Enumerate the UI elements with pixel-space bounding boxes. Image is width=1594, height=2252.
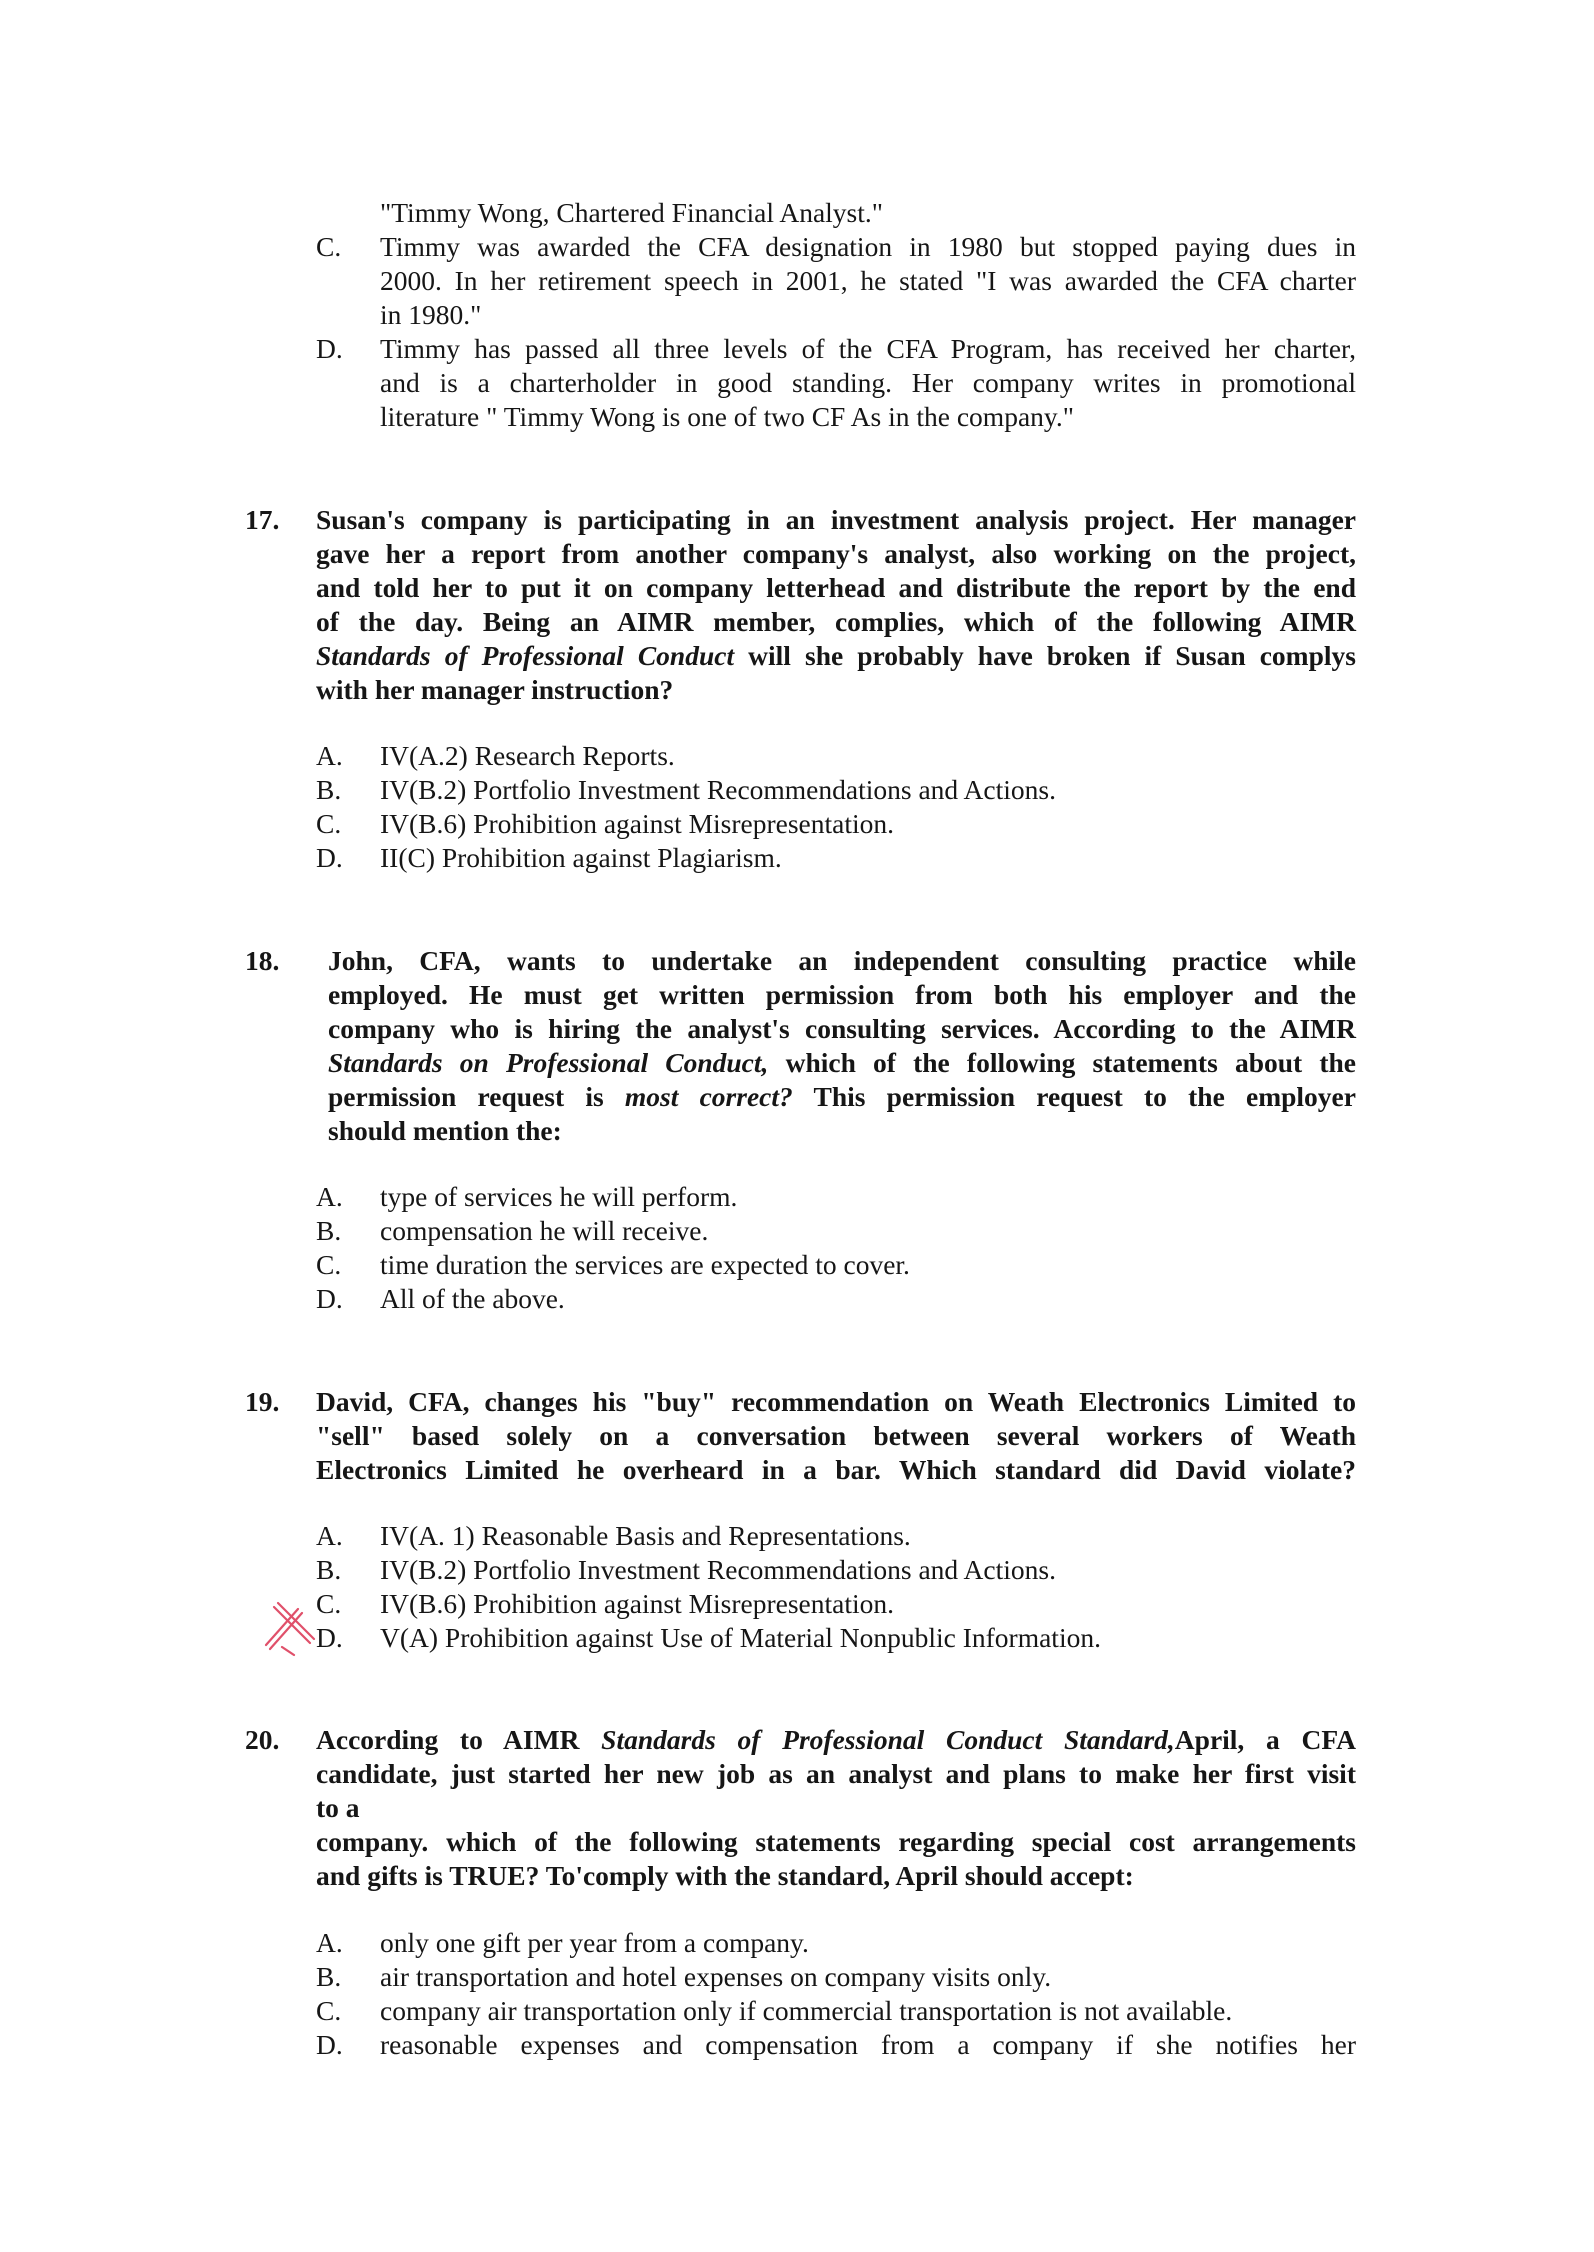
option-a[interactable]: A. type of services he will perform. xyxy=(316,1181,738,1212)
stem-line: Standards of Professional Conduct will she probably have broken if Susan complys xyxy=(316,640,1356,671)
question-18-options xyxy=(316,1180,1356,1316)
stem-line: and gifts is TRUE? To'comply with the standard, April should accept: xyxy=(316,1860,1134,1891)
carryover-option-c xyxy=(316,230,1356,332)
option-c[interactable]: C. IV(B.6) Prohibition against Misrepresentation. xyxy=(316,1588,895,1619)
italic-phrase: Standards of Professional Conduct Standard, xyxy=(601,1724,1175,1755)
question-17-options xyxy=(316,739,1356,875)
option-letter: D. xyxy=(316,333,343,364)
carryover-quote-line: "Timmy Wong, Chartered Financial Analyst." xyxy=(380,197,883,228)
option-b[interactable]: B. IV(B.2) Portfolio Investment Recommendations and Actions. xyxy=(316,774,1056,805)
stem-line: David, CFA, changes his "buy" recommendation on Weath Electronics Limited to xyxy=(316,1386,1356,1417)
italic-phrase: most correct? xyxy=(624,1081,793,1112)
option-a[interactable]: A. only one gift per year from a company. xyxy=(316,1927,809,1958)
italic-phrase: Standards on Professional Conduct, xyxy=(328,1047,769,1078)
stem-line: Standards on Professional Conduct, which of the following statements about the xyxy=(328,1047,1357,1078)
italic-phrase: Standards of Professional Conduct xyxy=(316,640,735,671)
option-a[interactable]: A. IV(A. 1) Reasonable Basis and Representations. xyxy=(316,1520,911,1551)
option-b[interactable]: B. air transportation and hotel expenses on company visits only. xyxy=(316,1961,1052,1992)
option-d[interactable]: D. V(A) Prohibition against Use of Material Nonpublic Information. xyxy=(316,1622,1101,1653)
option-letter: C. xyxy=(316,231,342,262)
stem-line: gave her a report from another company's analyst, also working on the project, xyxy=(316,538,1356,569)
question-17-stem xyxy=(316,503,1356,707)
question-18-stem xyxy=(328,944,1356,1148)
stem-line: Electronics Limited he overheard in a bar. Which standard did David violate? xyxy=(316,1454,1356,1485)
stem-line: employed. He must get written permission from both his employer and the xyxy=(328,979,1356,1010)
option-text-line: in 1980." xyxy=(380,299,482,330)
stem-line: to a xyxy=(316,1792,360,1823)
stem-line: of the day. Being an AIMR member, complies, which of the following AIMR xyxy=(316,606,1356,637)
option-d[interactable]: D. II(C) Prohibition against Plagiarism. xyxy=(316,842,782,873)
option-a[interactable]: A. IV(A.2) Research Reports. xyxy=(316,740,675,771)
stem-line: Susan's company is participating in an investment analysis project. Her manager xyxy=(316,504,1356,535)
option-text-line: Timmy has passed all three levels of the CFA Program, has received her charter, xyxy=(380,333,1356,364)
stem-line: "sell" based solely on a conversation between several workers of Weath xyxy=(316,1420,1356,1451)
option-d[interactable]: D. reasonable expenses and compensation from a company if she notifies her xyxy=(316,2029,1356,2060)
question-number: 18. xyxy=(245,945,280,976)
option-b[interactable]: B. compensation he will receive. xyxy=(316,1215,709,1246)
question-number: 19. xyxy=(245,1386,280,1417)
stem-line: with her manager instruction? xyxy=(316,674,674,705)
question-19-stem xyxy=(316,1385,1356,1487)
stem-line: John, CFA, wants to undertake an independent consulting practice while xyxy=(328,945,1356,976)
stem-line: According to AIMR Standards of Professional Conduct Standard,April, a CFA xyxy=(316,1724,1356,1755)
stem-line: should mention the: xyxy=(328,1115,562,1146)
option-c[interactable]: C. company air transportation only if commercial transportation is not available. xyxy=(316,1995,1233,2026)
option-text-line: 2000. In her retirement speech in 2001, he stated "I was awarded the CFA charter xyxy=(380,265,1356,296)
stem-line: and told her to put it on company letterhead and distribute the report by the end xyxy=(316,572,1356,603)
option-c[interactable]: C. IV(B.6) Prohibition against Misrepresentation. xyxy=(316,808,895,839)
option-text-line: literature " Timmy Wong is one of two CF As in the company." xyxy=(380,401,1074,432)
question-number: 17. xyxy=(245,504,280,535)
question-20-stem xyxy=(316,1723,1356,1893)
option-d[interactable]: D. All of the above. xyxy=(316,1283,565,1314)
question-19-options xyxy=(316,1519,1356,1655)
option-text-line: and is a charterholder in good standing. Her company writes in promotional xyxy=(380,367,1356,398)
question-number: 20. xyxy=(245,1724,280,1755)
crossout-mark-icon xyxy=(258,1587,322,1657)
stem-line: company. which of the following statements regarding special cost arrangements xyxy=(316,1826,1356,1857)
stem-line: permission request is most correct? This permission request to the employer xyxy=(328,1081,1356,1112)
question-20-options xyxy=(316,1926,1356,2062)
option-text-line: Timmy was awarded the CFA designation in 1980 but stopped paying dues in xyxy=(380,231,1356,262)
stem-line: candidate, just started her new job as an analyst and plans to make her first visit xyxy=(316,1758,1356,1789)
option-c[interactable]: C. time duration the services are expected to cover. xyxy=(316,1249,910,1280)
option-b[interactable]: B. IV(B.2) Portfolio Investment Recommendations and Actions. xyxy=(316,1554,1056,1585)
stem-line: company who is hiring the analyst's consulting services. According to the AIMR xyxy=(328,1013,1356,1044)
carryover-option-d xyxy=(316,332,1356,434)
